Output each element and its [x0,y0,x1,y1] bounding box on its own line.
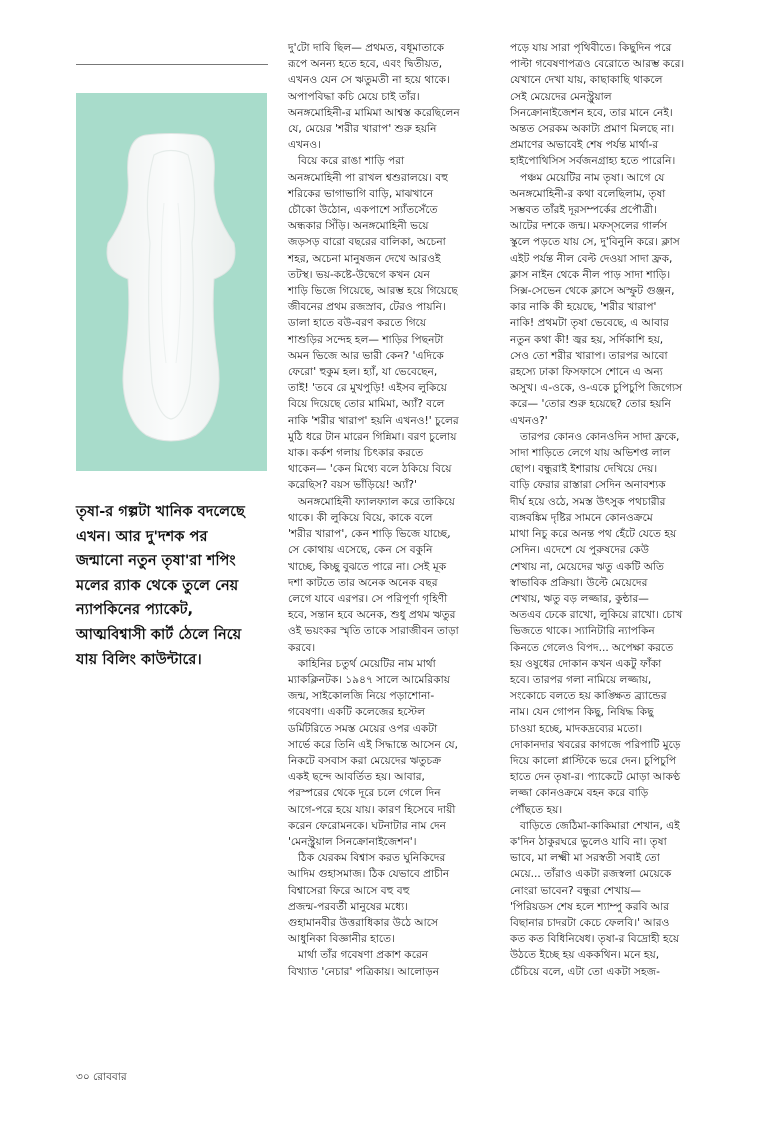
text-line: অমন ভিজে আর ভারী কেন? 'এদিকে [288,349,444,362]
text-line: গুহামানবীর উত্তরাধিকার উঠে আসে [288,916,438,929]
text-line: অনঙ্গমোহিনী ফ্যালফ্যাল করে তাকিয়ে [298,495,455,508]
text-line: অন্তত সেরকম অকাট্য প্রমাণ মিলছে না। [510,123,675,136]
text-line: ক্লাস নাইন থেকে নীল পাড় সাদা শাড়ি। [510,268,671,281]
article-column-middle [288,40,498,980]
text-line: হাতে দেন তৃষা-র। প্যাকেটে মোড়া আকণ্ঠ [510,771,681,784]
text-line: ভাবে, মা লক্ষ্মী মা সরস্বতী সবাই তো [510,852,660,865]
text-line: মেয়ে... তাঁরাও একটা রজস্বলা মেয়েকে [510,868,672,881]
text-line: ভিজতে থাকে। স্যানিটারি ন্যাপকিন [510,625,655,638]
text-line: করেন ফেরোমনকে। ঘটনাটার নাম দেন [288,819,446,832]
text-line: অতএব ঢেকে রাখো, লুকিয়ে রাখো। চোখ [510,609,683,622]
text-line: সেদিন। এদেশে যে পুরুষদের কেউ [510,544,650,557]
article-paragraph [288,947,498,979]
text-line: পৌঁছতে হয়। [510,803,563,816]
page-number: ৩০ [76,1071,90,1083]
text-line: বাড়ি ফেরার রাস্তারা সেদিন অনাবশ্যক [510,479,666,492]
text-line: স্কুলে পড়তে যায় সে, দু'বিনুনি করে। ক্লাস [510,236,680,249]
text-line: রূপে অনন্য হতে হবে, এবং দ্বিতীয়ত, [288,58,443,71]
text-line: সম্ভবত তাঁরই দূরসম্পর্কের প্রপৌত্রী। [510,204,657,217]
text-line: লেগে যাবে এরপর। সে পরিপূর্ণা গৃহিণী [288,592,448,605]
text-line: দশা কাটতে তার অনেক অনেক বছর [288,576,438,589]
pull-quote-line: আত্মবিশ্বাসী কার্ট ঠেলে নিয়ে [76,625,242,643]
text-line: আদিম গুহাসমাজ। ঠিক যেভাবে প্রাচীন [288,868,450,881]
text-line: ছোপ। বন্ধুরাই ইশারায় দেখিয়ে দেয়। [510,463,658,476]
text-line: বিয়ে করে রাঙা শাড়ি পরা [298,155,405,168]
text-line: বিছানার চাদরটা কেচে ফেলবি।' আরও [510,916,670,929]
text-line: ব্যঙ্গবঙ্কিম দৃষ্টির সামনে কোনওক্রমে [510,511,653,524]
text-line: সেই মেয়েদের মেনস্ট্রুয়াল [510,90,612,103]
text-line: বিখ্যাত 'নেচার' পত্রিকায়। আলোড়ন [288,965,440,978]
article-paragraph [288,656,498,850]
text-line: সংকোচে বলতে হয় কাঙ্ক্ষিত ব্র্যান্ডের [510,690,667,703]
text-line: সিক্স-সেভেন থেকে ক্লাসে অস্ফুট গুঞ্জন, [510,285,675,298]
text-line: ম্যাকক্লিনটক। ১৯৪৭ সালে আমেরিকায় [288,673,450,686]
pull-quote-line: এখন। আর দু'দশক পর [76,527,208,545]
pull-quote-line: ন্যাপকিনের প্যাকেট, [76,601,194,619]
text-line: নাকি 'শরীর খারাপ' হয়নি এখনও!' চুলের [288,414,459,427]
text-line: ক'দিন ঠাকুরঘরে ভুলেও যাবি না। তৃষা [510,835,667,848]
article-paragraph [288,40,498,153]
text-line: এখনও যেন সে ঋতুমতী না হয়ে থাকে। [288,74,450,87]
text-line: করবে। [288,641,316,654]
text-line: রহস্যে ঢাকা ফিসফাসে শোনে এ অন্য [510,366,663,379]
pull-quote [76,500,272,672]
article-paragraph [288,494,498,656]
text-line: কাহিনির চতুর্থ মেয়েটির নাম মার্থা [298,657,436,670]
text-line: 'শরীর খারাপ', কেন শাড়ি ভিজে যাচ্ছে, [288,528,451,541]
pull-quote-line: জন্মানো নতুন তৃষা'রা শপিং [76,552,236,570]
top-rule [76,64,268,65]
text-line: সাদা শাড়িতে লেগে যায় অভিশপ্ত লাল [510,447,671,460]
article-paragraph [288,850,498,947]
pull-quote-line: যায় বিলিং কাউন্টারে। [76,650,202,668]
text-line: থাকে। কী লুকিয়ে বিয়ে, কাকে বলে [288,511,433,524]
text-line: নাম। যেন গোপন কিছু, নিষিদ্ধ কিছু [510,706,654,719]
text-line: স্বাভাবিক প্রক্রিয়া। উল্টে মেয়েদের [510,576,648,589]
text-line: থাকেন— 'কেন মিথ্যে বলে ঠকিয়ে বিয়ে [288,463,452,476]
text-line: তাই! 'তবে রে মুখপুড়ি! এইসব লুকিয়ে [288,382,447,395]
article-paragraph [510,170,720,429]
text-line: বাড়িতে জেঠিমা-কাকিমারা শেখান, এই [520,819,680,832]
text-line: মুঠি ধরে টান মারেন গিন্নিমা। বরণ চুলোয় [288,430,457,443]
text-line: 'পিরিয়ডস শেষ হলে শ্যাম্পু করবি আর [510,900,670,913]
pull-quote-line: মলের র‍্যাক থেকে তুলে নেয় [76,576,239,594]
text-line: তটস্থ। ভয়-কষ্টে-উদ্বেগে কখন যেন [288,268,430,281]
text-line: আধুনিকা বিজ্ঞানীর হাতে। [288,933,395,946]
text-line: হাইপোথিসিস সর্বজনগ্রাহ্য হতে পারেনি। [510,155,676,168]
text-line: চৌকো উঠোন, একপাশে স্যাঁতসেঁতে [288,204,438,217]
article-paragraph [510,40,720,170]
text-line: নিকটে বসবাস করা মেয়েদের ঋতুচক্র [288,754,442,767]
text-line: সে কোথায় এসেছে, কেন সে বকুনি [288,544,433,557]
text-line: পাল্টা গবেষণাপত্রও বেরোতে আরম্ভ করে। [510,58,685,71]
text-line: বিশ্বাসেরা ফিরে আসে বহু বহু [288,884,410,897]
text-line: এখনও। [288,139,321,152]
text-line: খাচ্ছে, কিচ্ছু বুঝতে পারে না। সেই মূক [288,560,447,573]
text-line: হবে। তারপর গলা নামিয়ে লজ্জায়, [510,673,652,686]
article-paragraph [288,153,498,493]
text-line: চেঁচিয়ে বলে, এটা তো একটা সহজ- [510,965,660,978]
text-line: জীবনের প্রথম রজস্রাব, টেরও পায়নি। [288,301,446,314]
text-line: অসুখ। এ-ওকে, ও-একে চুপিচুপি জিগ্যেস [510,382,683,395]
section-name: রোববার [93,1071,127,1083]
text-line: দীর্ঘ হয়ে ওঠে, সমস্ত উৎসুক পথচারীর [510,495,666,508]
text-line: শরিকের ভাগাভাগি বাড়ি, মাঝখানে [288,187,434,200]
text-line: পড়ে যায় সারা পৃথিবীতে। কিছুদিন পরে [510,42,672,54]
text-line: নতুন কথা কী! জ্বর হয়, সর্দিকাশি হয়, [510,333,664,346]
text-line: দোকানদার খবরের কাগজে পরিপাটি মুড়ে [510,738,681,751]
text-line: ফেরো' হুকুম হল। হ্যাঁ, যা ভেবেছেন, [288,366,438,379]
text-line: সেও তো শরীর খারাপ। তারপর আবো [510,349,668,362]
text-line: লজ্জা কোনওক্রমে বহন করে বাড়ি [510,787,649,800]
text-line: 'মেনস্ট্রুয়াল সিনক্রোনাইজেশন'। [288,835,417,848]
text-line: আগে-পরে হয়ে যায়। কারণ হিসেবে দায়ী [288,803,456,816]
text-line: হয় ওষুধের দোকান কখন একটু ফাঁকা [510,657,662,670]
text-line: ঠিক যেরকম বিশ্বাস করত ঘুনিকিদের [298,852,446,865]
text-line: মার্থা তাঁর গবেষণা প্রকাশ করেন [298,949,429,962]
text-line: শেখায়, ঋতু বড় লজ্জার, কুন্ঠার— [510,592,649,605]
article-column-right [510,40,720,980]
text-line: প্রমাণের অভাবেই শেষ পর্যন্ত মার্থা-র [510,139,659,152]
text-line: একই ছন্দে আবর্তিত হয়। আবার, [288,771,425,784]
text-line: এইট পর্যন্ত নীল বেল্ট দেওয়া সাদা ফ্রক, [510,252,673,265]
text-line: অন্ধকার সিঁড়ি। অনঙ্গমোহিনী ভয়ে [288,220,429,233]
text-line: যে, মেয়ের 'শরীর খারাপ' শুরু হয়নি [288,123,437,136]
text-line: অনঙ্গমোহিনী-র কথা বলেছিলাম, তৃষা [510,187,666,200]
text-line: ওই ভয়ংকর স্মৃতি তাকে সারাজীবন তাড়া [288,625,459,638]
text-line: তারপর কোনও কোনওদিন সাদা ফ্রকে, [520,430,680,443]
text-line: অপাপবিদ্ধা কচি মেয়ে চাই তাঁর। [288,90,420,103]
text-line: অনঙ্গমোহিনী পা রাখল শ্বশুরালয়ে। বহু [288,171,449,184]
text-line: শহর, অচেনা মানুষজন দেখে আরওই [288,252,441,265]
text-line: শাড়ি ভিজে গিয়েছে, আরম্ভ হয়ে গিয়েছে [288,285,458,298]
text-line: সিনক্রোনাইজেশন হবে, তার মানে নেই। [510,106,673,119]
sanitary-napkin-icon [76,93,267,471]
text-line: এখনও?' [510,414,548,427]
text-line: করেছিস? বয়স ভাঁড়িয়ে! অ্যাঁ?' [288,479,417,492]
text-line: চাওয়া হচ্ছে, মাদকদ্রব্যের মতো। [510,722,643,735]
text-line: দিয়ে কালো প্লাস্টিকে ভরে দেন। চুপিচুপি [510,754,677,767]
text-line: যেখানে দেখা যায়, কাছাকাছি থাকলে [510,74,663,87]
pull-quote-line: তৃষা-র গল্পটা খানিক বদলেছে [76,503,245,520]
text-line: নোংরা ভাবেন? বন্ধুরা শেখায়— [510,884,641,897]
text-line: শেখায় না, মেয়েদের ঋতু একটি অতি [510,560,664,573]
page-footer [76,1070,127,1087]
text-line: পরস্পরের থেকে দূরে চলে গেলে দিন [288,787,441,800]
text-line: শাশুড়ির সন্দেহ হল— শাড়ির পিছনটা [288,333,444,346]
text-line: সার্ভে করে তিনি এই সিদ্ধান্তে আসেন যে, [288,738,458,751]
article-paragraph [510,429,720,818]
text-line: কিনতে গেলেও বিপদ... অপেক্ষা করতে [510,641,674,654]
text-line: গবেষণা। একটি কলেজের হস্টেল [288,706,426,719]
text-line: প্রজন্ম-পরবর্তী মানুষের মধ্যে। [288,900,408,913]
text-line: দু'টো দাবি ছিল— প্রথমত, বধূমাতাকে [288,42,445,54]
text-line: উঠতে ইচ্ছে হয় এককথিন। মনে হয়, [510,949,660,962]
text-line: বিয়ে দিয়েছে তোর মামিমা, অ্যাঁ? বলে [288,398,445,411]
text-line: মাথা নিচু করে অনন্ত পথ হেঁটে যেতে হয় [510,528,677,541]
text-line: ডর্মিটরিতে সমস্ত মেয়ের ওপর একটা [288,722,438,735]
text-line: পঞ্চম মেয়েটির নাম তৃষা। আগে যে [520,171,665,184]
article-paragraph [510,818,720,980]
text-line: নাকি! প্রথমটা তৃষা ভেবেছে, এ আবার [510,317,669,330]
text-line: আটের দশকে জন্ম। মফস্সলের গার্লস [510,220,667,233]
text-line: জন্ম, সাইকোলজি নিয়ে পড়াশোনা- [288,690,435,703]
sanitary-napkin-photo [76,93,267,471]
text-line: হবে, সন্তান হবে অনেক, শুধু প্রথম ঋতুর [288,609,456,622]
text-line: ডালা হাতে বউ-বরণ করতে গিয়ে [288,317,427,330]
text-line: জড়সড় বারো বছরের বালিকা, অচেনা [288,236,446,249]
text-line: অনঙ্গমোহিনী-র মামিমা আশ্বস্ত করেছিলেন [288,106,460,119]
text-line: কত কত বিধিনিষেধ। তৃষা-র বিদ্রোহী হয়ে [510,933,680,946]
text-line: যাক। কর্কশ গলায় চিৎকার করতে [288,447,424,460]
text-line: কার নাকি কী হয়েছে, 'শরীর খারাপ' [510,301,657,314]
text-line: করে— 'তোর শুরু হয়েছে? তোর হয়নি [510,398,671,411]
